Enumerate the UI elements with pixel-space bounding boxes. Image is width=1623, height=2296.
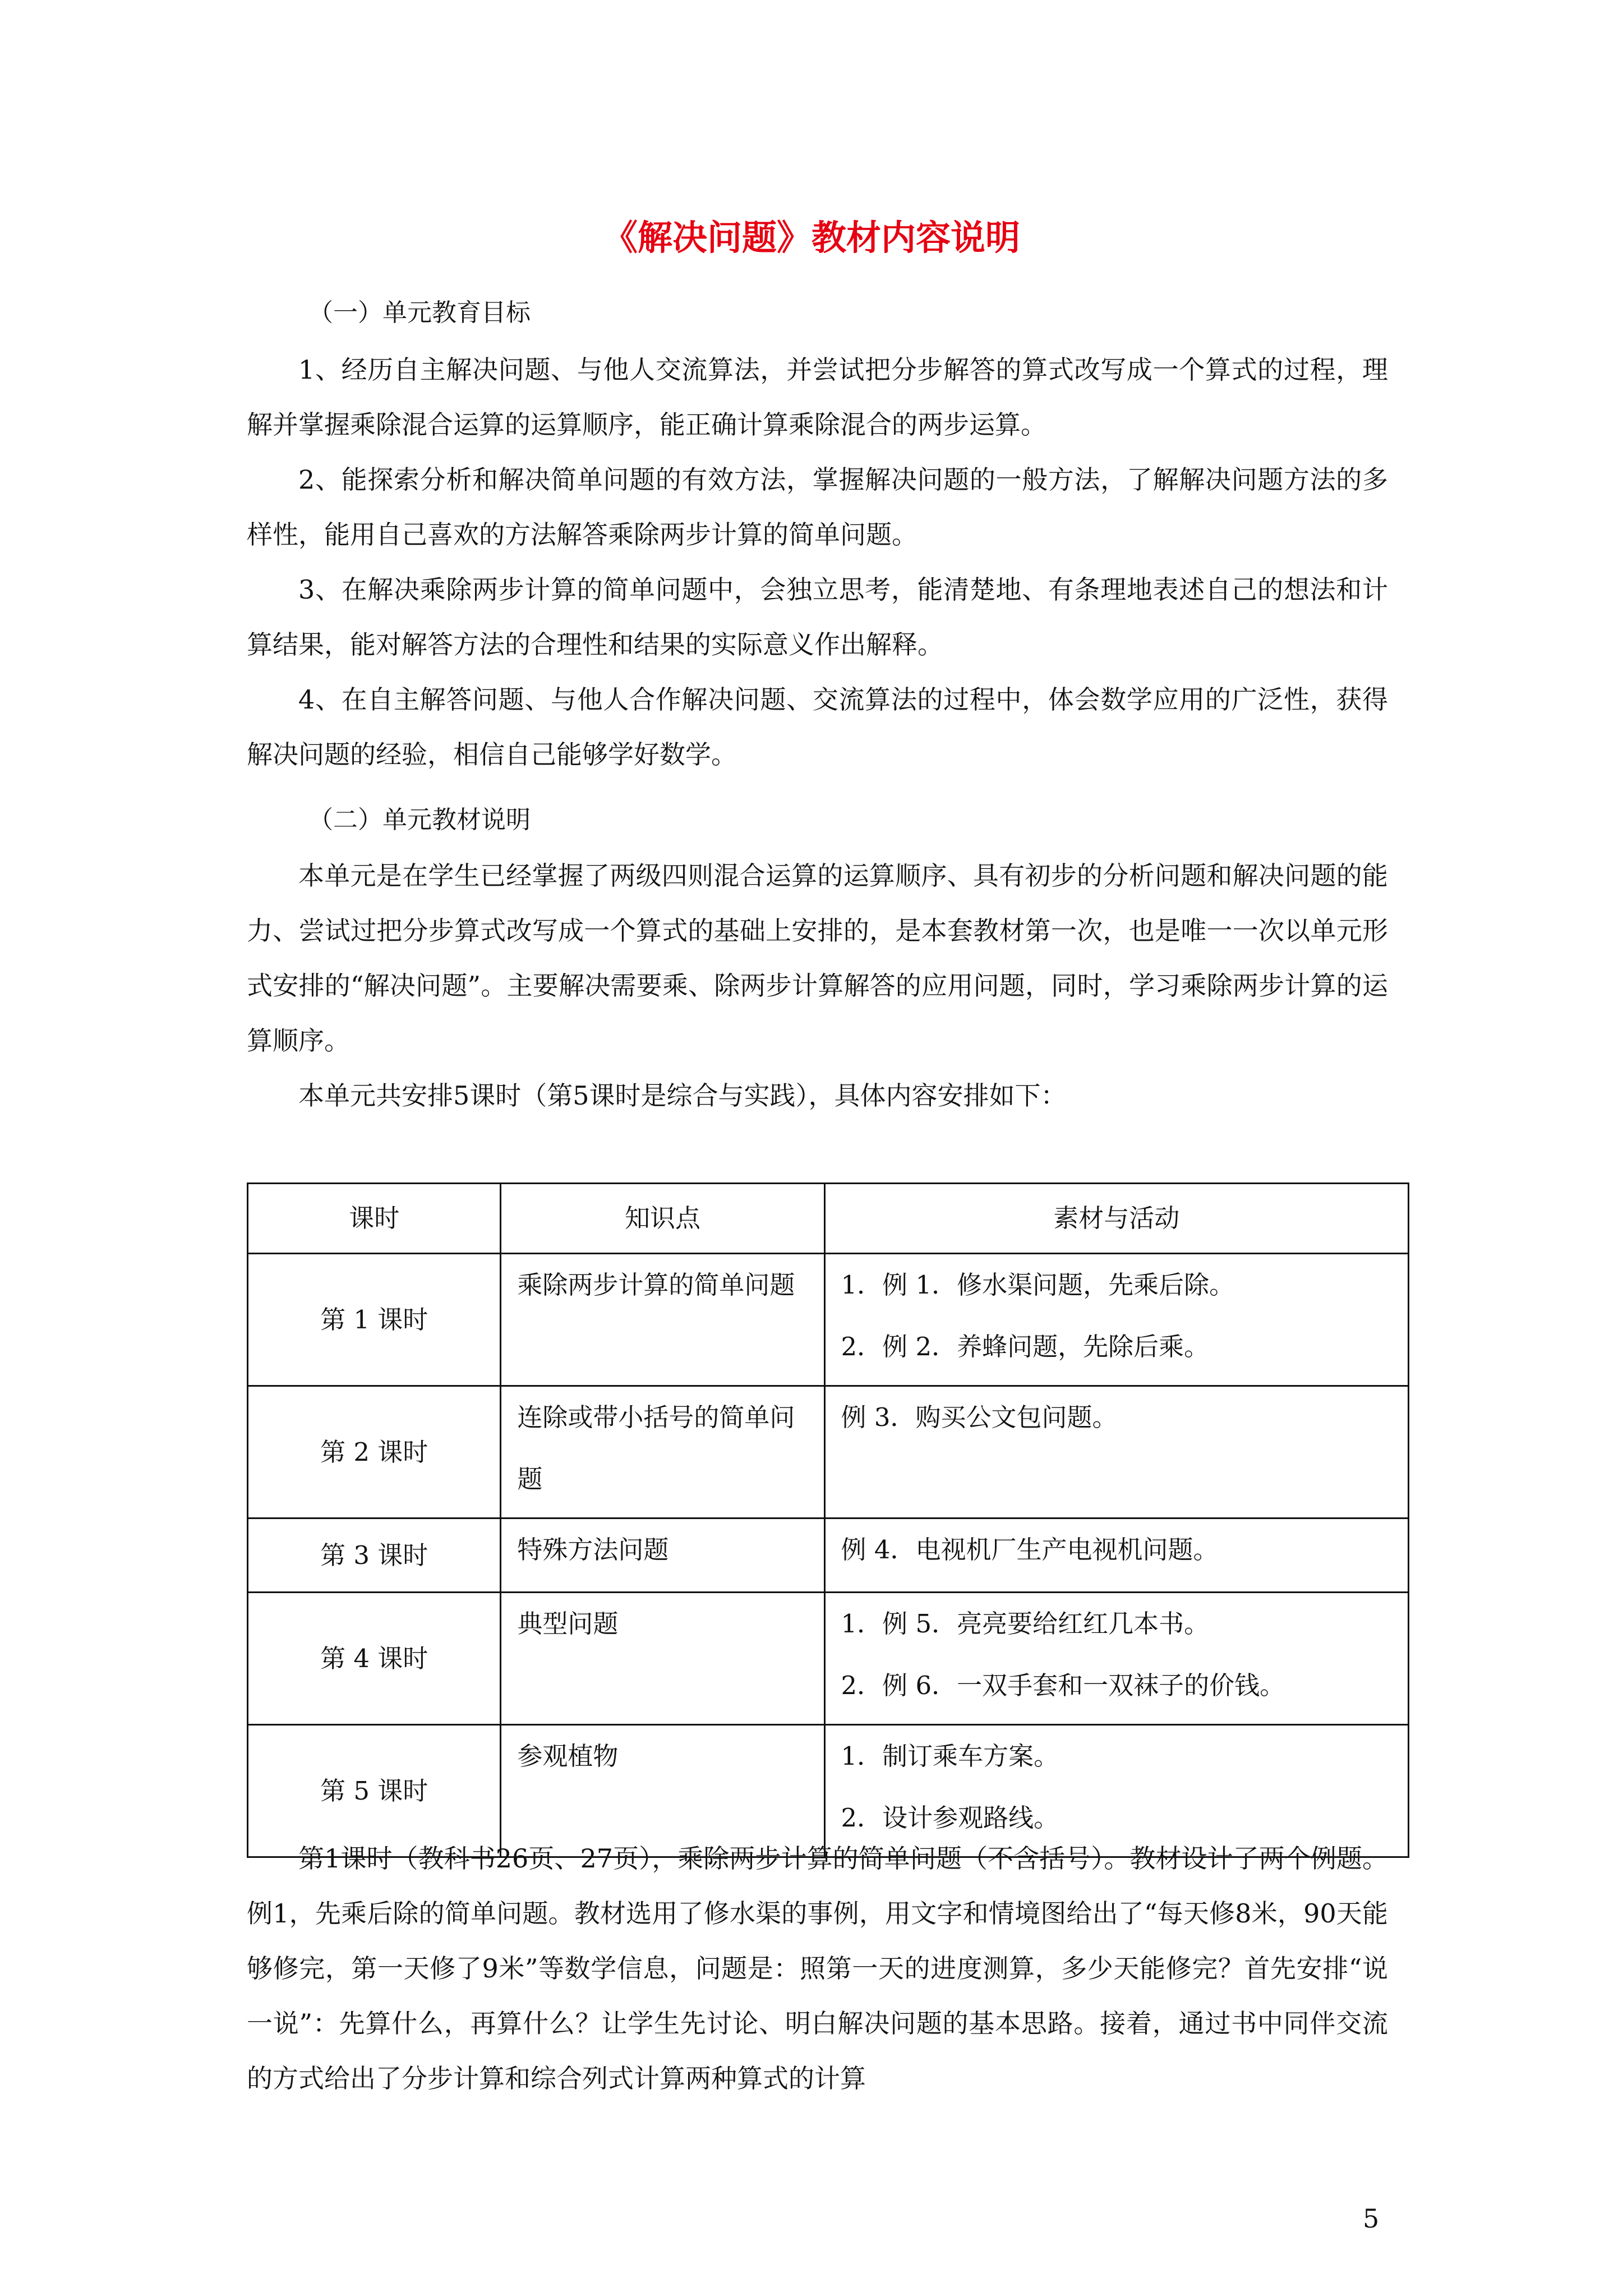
lesson-1-paragraph: 第1课时（教科书26页、27页），乘除两步计算的简单问题（不含括号）。教材设计了两个例题。例1，先乘后除的简单问题。教材选用了修水渠的事例，用文字和情境图给出了“每天修8米，90天能够修完，第一天修了9米”等数学信息，问题是：照第一天的进度测算，多少天能修完？首先安排“说一说”：先算什么，再算什么？让学生先讨论、明白解决问题的基本思路。接着，通过书中同伴交流的方式给出了分步计算和综合列式计算两种算式的计算: [247, 1843, 1388, 2093]
hour-cell: 第 3 课时: [248, 1519, 501, 1593]
hour-cell: 第 5 课时: [248, 1725, 501, 1857]
page-number: 5: [1363, 2203, 1380, 2234]
activity-item: 2．例 6．一双手套和一双袜子的价钱。: [841, 1671, 1285, 1700]
goal-paragraph-3: 3、在解决乘除两步计算的简单问题中，会独立思考，能清楚地、有条理地表述自己的想法和计算结果，能对解答方法的合理性和结果的实际意义作出解释。: [247, 574, 1388, 660]
table-row: [248, 1593, 1409, 1725]
header-cell-hour: 课时: [248, 1184, 501, 1254]
point-cell: 连除或带小括号的简单问题: [501, 1386, 824, 1519]
activity-item: 例 4．电视机厂生产电视机问题。: [841, 1535, 1219, 1565]
goal-paragraph-1: 1、经历自主解决问题、与他人交流算法，并尝试把分步解答的算式改写成一个算式的过程，理解并掌握乘除混合运算的运算顺序，能正确计算乘除混合的两步运算。: [247, 355, 1388, 440]
document-title: 《解决问题》教材内容说明: [602, 217, 1020, 258]
activity-item: 例 3．购买公文包问题。: [841, 1402, 1118, 1432]
hour-cell: 第 4 课时: [248, 1593, 501, 1725]
table-row: [248, 1519, 1409, 1593]
schedule-intro-paragraph: 本单元共安排5课时（第5课时是综合与实践），具体内容安排如下：: [298, 1080, 1067, 1111]
activity-cell: [824, 1593, 1408, 1725]
activity-cell: [824, 1519, 1408, 1593]
activity-item: 1．例 1．修水渠问题，先乘后除。: [841, 1270, 1235, 1300]
point-cell: 特殊方法问题: [501, 1519, 824, 1593]
table-row: [248, 1386, 1409, 1519]
goal-paragraph-2: 2、能探索分析和解决简单问题的有效方法，掌握解决问题的一般方法，了解解决问题方法的多样性，能用自己喜欢的方法解答乘除两步计算的简单问题。: [247, 464, 1388, 550]
header-cell-activity: 素材与活动: [824, 1184, 1408, 1254]
activity-item: 1．例 5．亮亮要给红红几本书。: [841, 1609, 1210, 1639]
unit-intro-paragraph: 本单元是在学生已经掌握了两级四则混合运算的运算顺序、具有初步的分析问题和解决问题的能力、尝试过把分步算式改写成一个算式的基础上安排的，是本套教材第一次，也是唯一一次以单元形式安排的“解决问题”。主要解决需要乘、除两步计算解答的应用问题，同时，学习乘除两步计算的运算顺序。: [247, 861, 1388, 1056]
point-cell: 乘除两步计算的简单问题: [501, 1254, 824, 1386]
hour-cell: 第 2 课时: [248, 1386, 501, 1519]
section-heading-material: （二）单元教材说明: [308, 806, 531, 834]
activity-item: 1．制订乘车方案。: [841, 1741, 1059, 1771]
point-cell: 参观植物: [501, 1725, 824, 1857]
section-heading-goals: （一）单元教育目标: [308, 298, 531, 327]
activity-cell: [824, 1254, 1408, 1386]
table-header-row: [248, 1184, 1409, 1254]
activity-cell: [824, 1386, 1408, 1519]
activity-item: 2．例 2．养蜂问题，先除后乘。: [841, 1332, 1210, 1361]
table-row: [248, 1254, 1409, 1386]
activity-item: 2．设计参观路线。: [841, 1803, 1059, 1833]
goal-paragraph-4: 4、在自主解答问题、与他人合作解决问题、交流算法的过程中，体会数学应用的广泛性，获得解决问题的经验，相信自己能够学好数学。: [247, 684, 1388, 770]
lesson-plan-table: [247, 1182, 1409, 1858]
header-cell-point: 知识点: [501, 1184, 824, 1254]
hour-cell: 第 1 课时: [248, 1254, 501, 1386]
point-cell: 典型问题: [501, 1593, 824, 1725]
